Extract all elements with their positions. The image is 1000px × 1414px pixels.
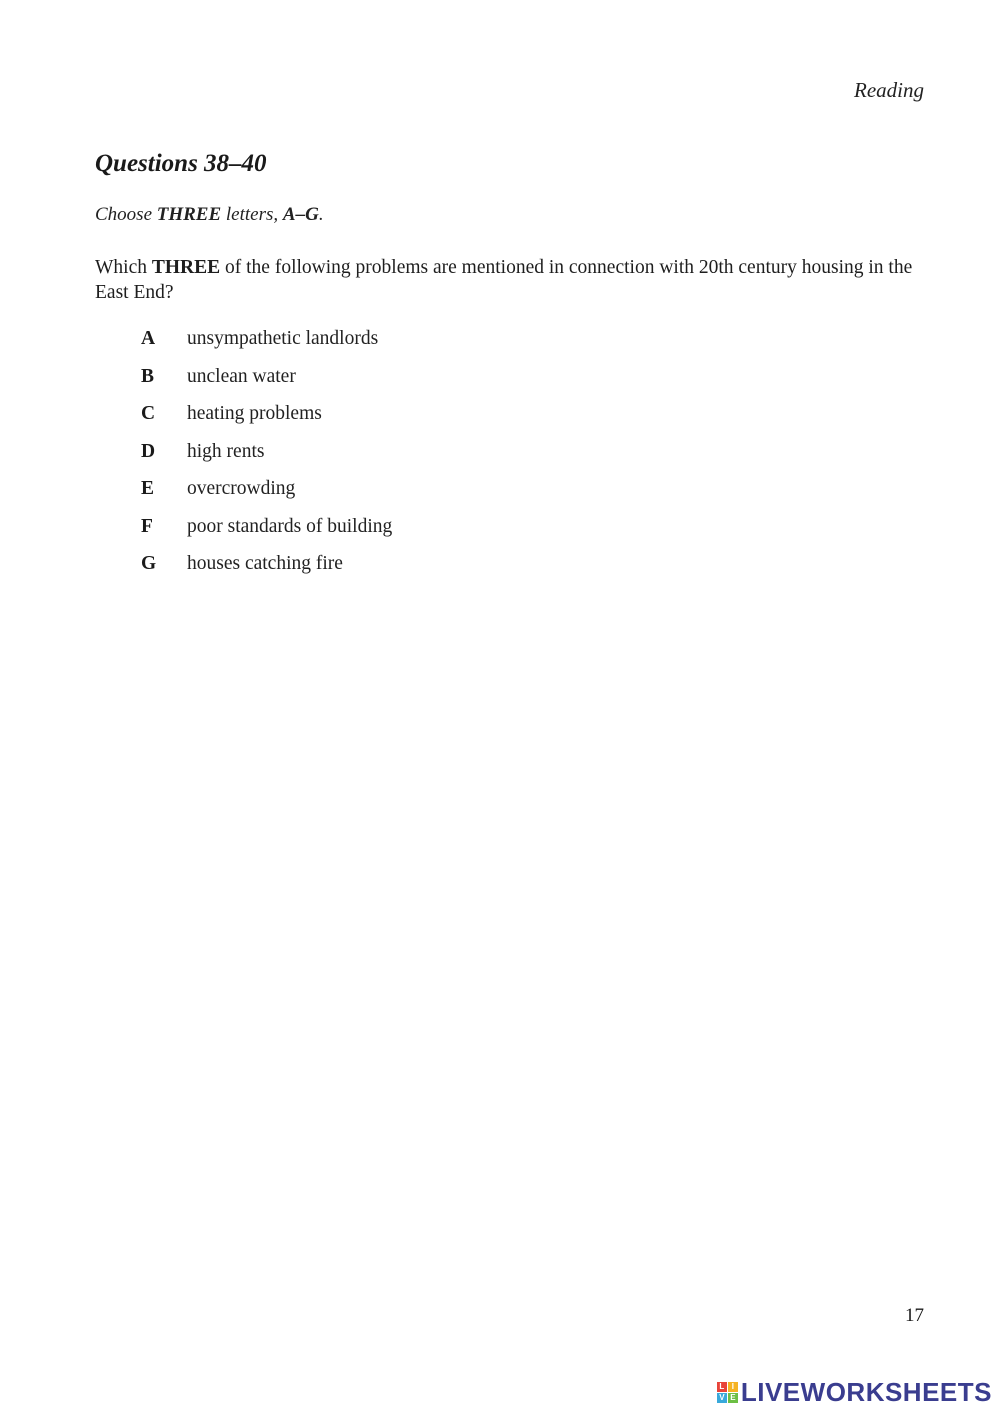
- option-text: heating problems: [187, 403, 322, 424]
- page-number: 17: [905, 1305, 924, 1326]
- option-letter: F: [141, 515, 153, 537]
- option-c[interactable]: [141, 403, 392, 441]
- logo-tile-l: L: [717, 1382, 727, 1392]
- answer-options-list: [141, 328, 392, 591]
- question-suffix: of the following problems are mentioned in connection with 20th century housing in the East End?: [95, 257, 913, 303]
- option-text: poor standards of building: [187, 515, 393, 537]
- option-letter: E: [141, 478, 155, 499]
- question-prefix: Which: [95, 257, 152, 278]
- instruction-prefix: Choose: [95, 204, 157, 225]
- liveworksheets-watermark: [717, 1377, 992, 1408]
- option-g[interactable]: [141, 553, 392, 591]
- option-text: unsympathetic landlords: [187, 328, 379, 349]
- option-text: high rents: [187, 440, 265, 462]
- liveworksheets-wordmark: LIVEWORKSHEETS: [740, 1377, 992, 1407]
- instruction-range: A–G: [282, 204, 319, 225]
- liveworksheets-logo-icon: [717, 1382, 738, 1403]
- option-letter: A: [141, 328, 156, 349]
- running-header: Reading: [854, 78, 924, 102]
- instruction-suffix: .: [318, 204, 324, 225]
- option-a[interactable]: [141, 328, 392, 366]
- option-b[interactable]: [141, 366, 392, 404]
- option-e[interactable]: [141, 478, 392, 516]
- option-text: houses catching fire: [187, 553, 343, 574]
- option-text: overcrowding: [187, 478, 296, 499]
- logo-tile-v: V: [717, 1393, 727, 1403]
- option-letter: D: [141, 440, 156, 462]
- section-title: Questions 38–40: [95, 150, 267, 177]
- option-d[interactable]: [141, 441, 392, 479]
- option-letter: B: [141, 365, 155, 387]
- option-letter: C: [141, 403, 156, 424]
- question-text: [95, 255, 915, 305]
- option-f[interactable]: [141, 516, 392, 554]
- question-bold: THREE: [151, 257, 221, 278]
- option-text: unclean water: [187, 365, 296, 387]
- instruction: [95, 204, 324, 226]
- logo-tile-e: E: [728, 1393, 738, 1403]
- logo-tile-i: I: [728, 1382, 738, 1392]
- instruction-bold: THREE: [156, 204, 222, 225]
- instruction-middle: letters,: [221, 204, 283, 225]
- option-letter: G: [141, 553, 157, 574]
